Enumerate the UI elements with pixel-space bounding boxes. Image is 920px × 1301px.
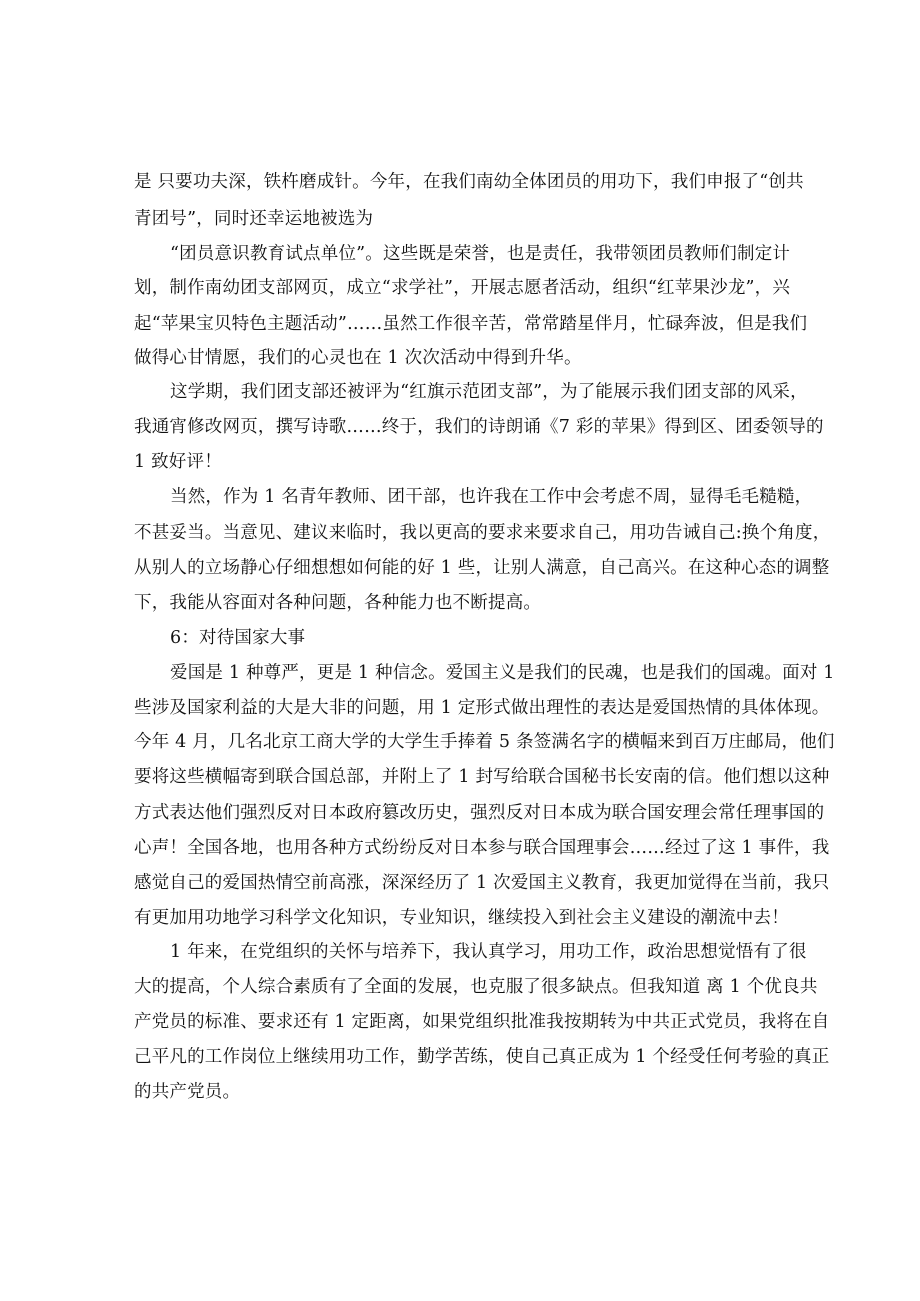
text-line: 1 致好评！ bbox=[134, 452, 222, 472]
text-line: 大的提高，个人综合素质有了全面的发展，也克服了很多缺点。但我知道 离 1 个优良共 bbox=[134, 977, 818, 997]
section-heading: 6：对待国家大事 bbox=[170, 628, 306, 648]
text-line: 这学期，我们团支部还被评为“红旗示范团支部”，为了能展示我们团支部的风采， bbox=[170, 382, 808, 402]
text-line: 今年 4 月，几名北京工商大学的大学生手捧着 5 条签满名字的横幅来到百万庄邮局，他们 bbox=[134, 732, 835, 752]
text-line: 不甚妥当。当意见、建议来临时，我以更高的要求来要求自己，用功告诫自己:换个角度， bbox=[134, 523, 831, 543]
text-line: 要将这些横幅寄到联合国总部，并附上了 1 封写给联合国秘书长安南的信。他们想以这种 bbox=[134, 767, 830, 787]
text-line: 感觉自己的爱国热情空前高涨，深深经历了 1 次爱国主义教育，我更加觉得在当前，我只 bbox=[134, 873, 830, 893]
text-line: 青团号”，同时还幸运地被选为 bbox=[134, 209, 374, 229]
text-line: 有更加用功地学习科学文化知识，专业知识，继续投入到社会主义建设的潮流中去！ bbox=[134, 908, 789, 928]
text-line: “团员意识教育试点单位”。这些既是荣誉，也是责任，我带领团员教师们制定计 bbox=[170, 244, 791, 264]
text-line: 划，制作南幼团支部网页，成立“求学社”，开展志愿者活动，组织“红苹果沙龙”，兴 bbox=[134, 278, 791, 298]
text-line: 下，我能从容面对各种问题，各种能力也不断提高。 bbox=[134, 593, 542, 613]
text-line: 从别人的立场静心仔细想想如何能的好 1 些，让别人满意，自己高兴。在这种心态的调整 bbox=[134, 558, 830, 578]
text-line: 己平凡的工作岗位上继续用功工作，勤学苦练，使自己真正成为 1 个经受任何考验的真正 bbox=[134, 1047, 830, 1067]
text-line: 1 年来，在党组织的关怀与培养下，我认真学习，用功工作，政治思想觉悟有了很 bbox=[170, 942, 807, 962]
text-line: 产党员的标准、要求还有 1 定距离，如果党组织批准我按期转为中共正式党员，我将在自 bbox=[134, 1012, 830, 1032]
text-line: 做得心甘情愿，我们的心灵也在 1 次次活动中得到升华。 bbox=[134, 348, 582, 368]
text-line: 的共产党员。 bbox=[134, 1082, 241, 1102]
text-line: 方式表达他们强烈反对日本政府篡改历史，强烈反对日本成为联合国安理会常任理事国的 bbox=[134, 803, 825, 823]
text-line: 心声！全国各地，也用各种方式纷纷反对日本参与联合国理事会……经过了这 1 事件，我 bbox=[134, 838, 830, 858]
text-line: 当然，作为 1 名青年教师、团干部，也许我在工作中会考虑不周，显得毛毛糙糙， bbox=[170, 487, 813, 507]
text-line: 我通宵修改网页，撰写诗歌……终于，我们的诗朗诵《7 彩的苹果》得到区、团委领导的 bbox=[134, 417, 824, 437]
text-line: 起“苹果宝贝特色主题活动”……虽然工作很辛苦，常常踏星伴月，忙碌奔波，但是我们 bbox=[134, 314, 808, 334]
text-line: 爱国是 1 种尊严，更是 1 种信念。爱国主义是我们的民魂，也是我们的国魂。面对 1 bbox=[170, 663, 835, 683]
text-line: 是 只要功夫深，铁杵磨成针。今年，在我们南幼全体团员的用功下，我们申报了“创共 bbox=[134, 172, 804, 192]
text-line: 些涉及国家利益的大是大非的问题，用 1 定形式做出理性的表达是爱国热情的具体体现。 bbox=[134, 698, 830, 718]
